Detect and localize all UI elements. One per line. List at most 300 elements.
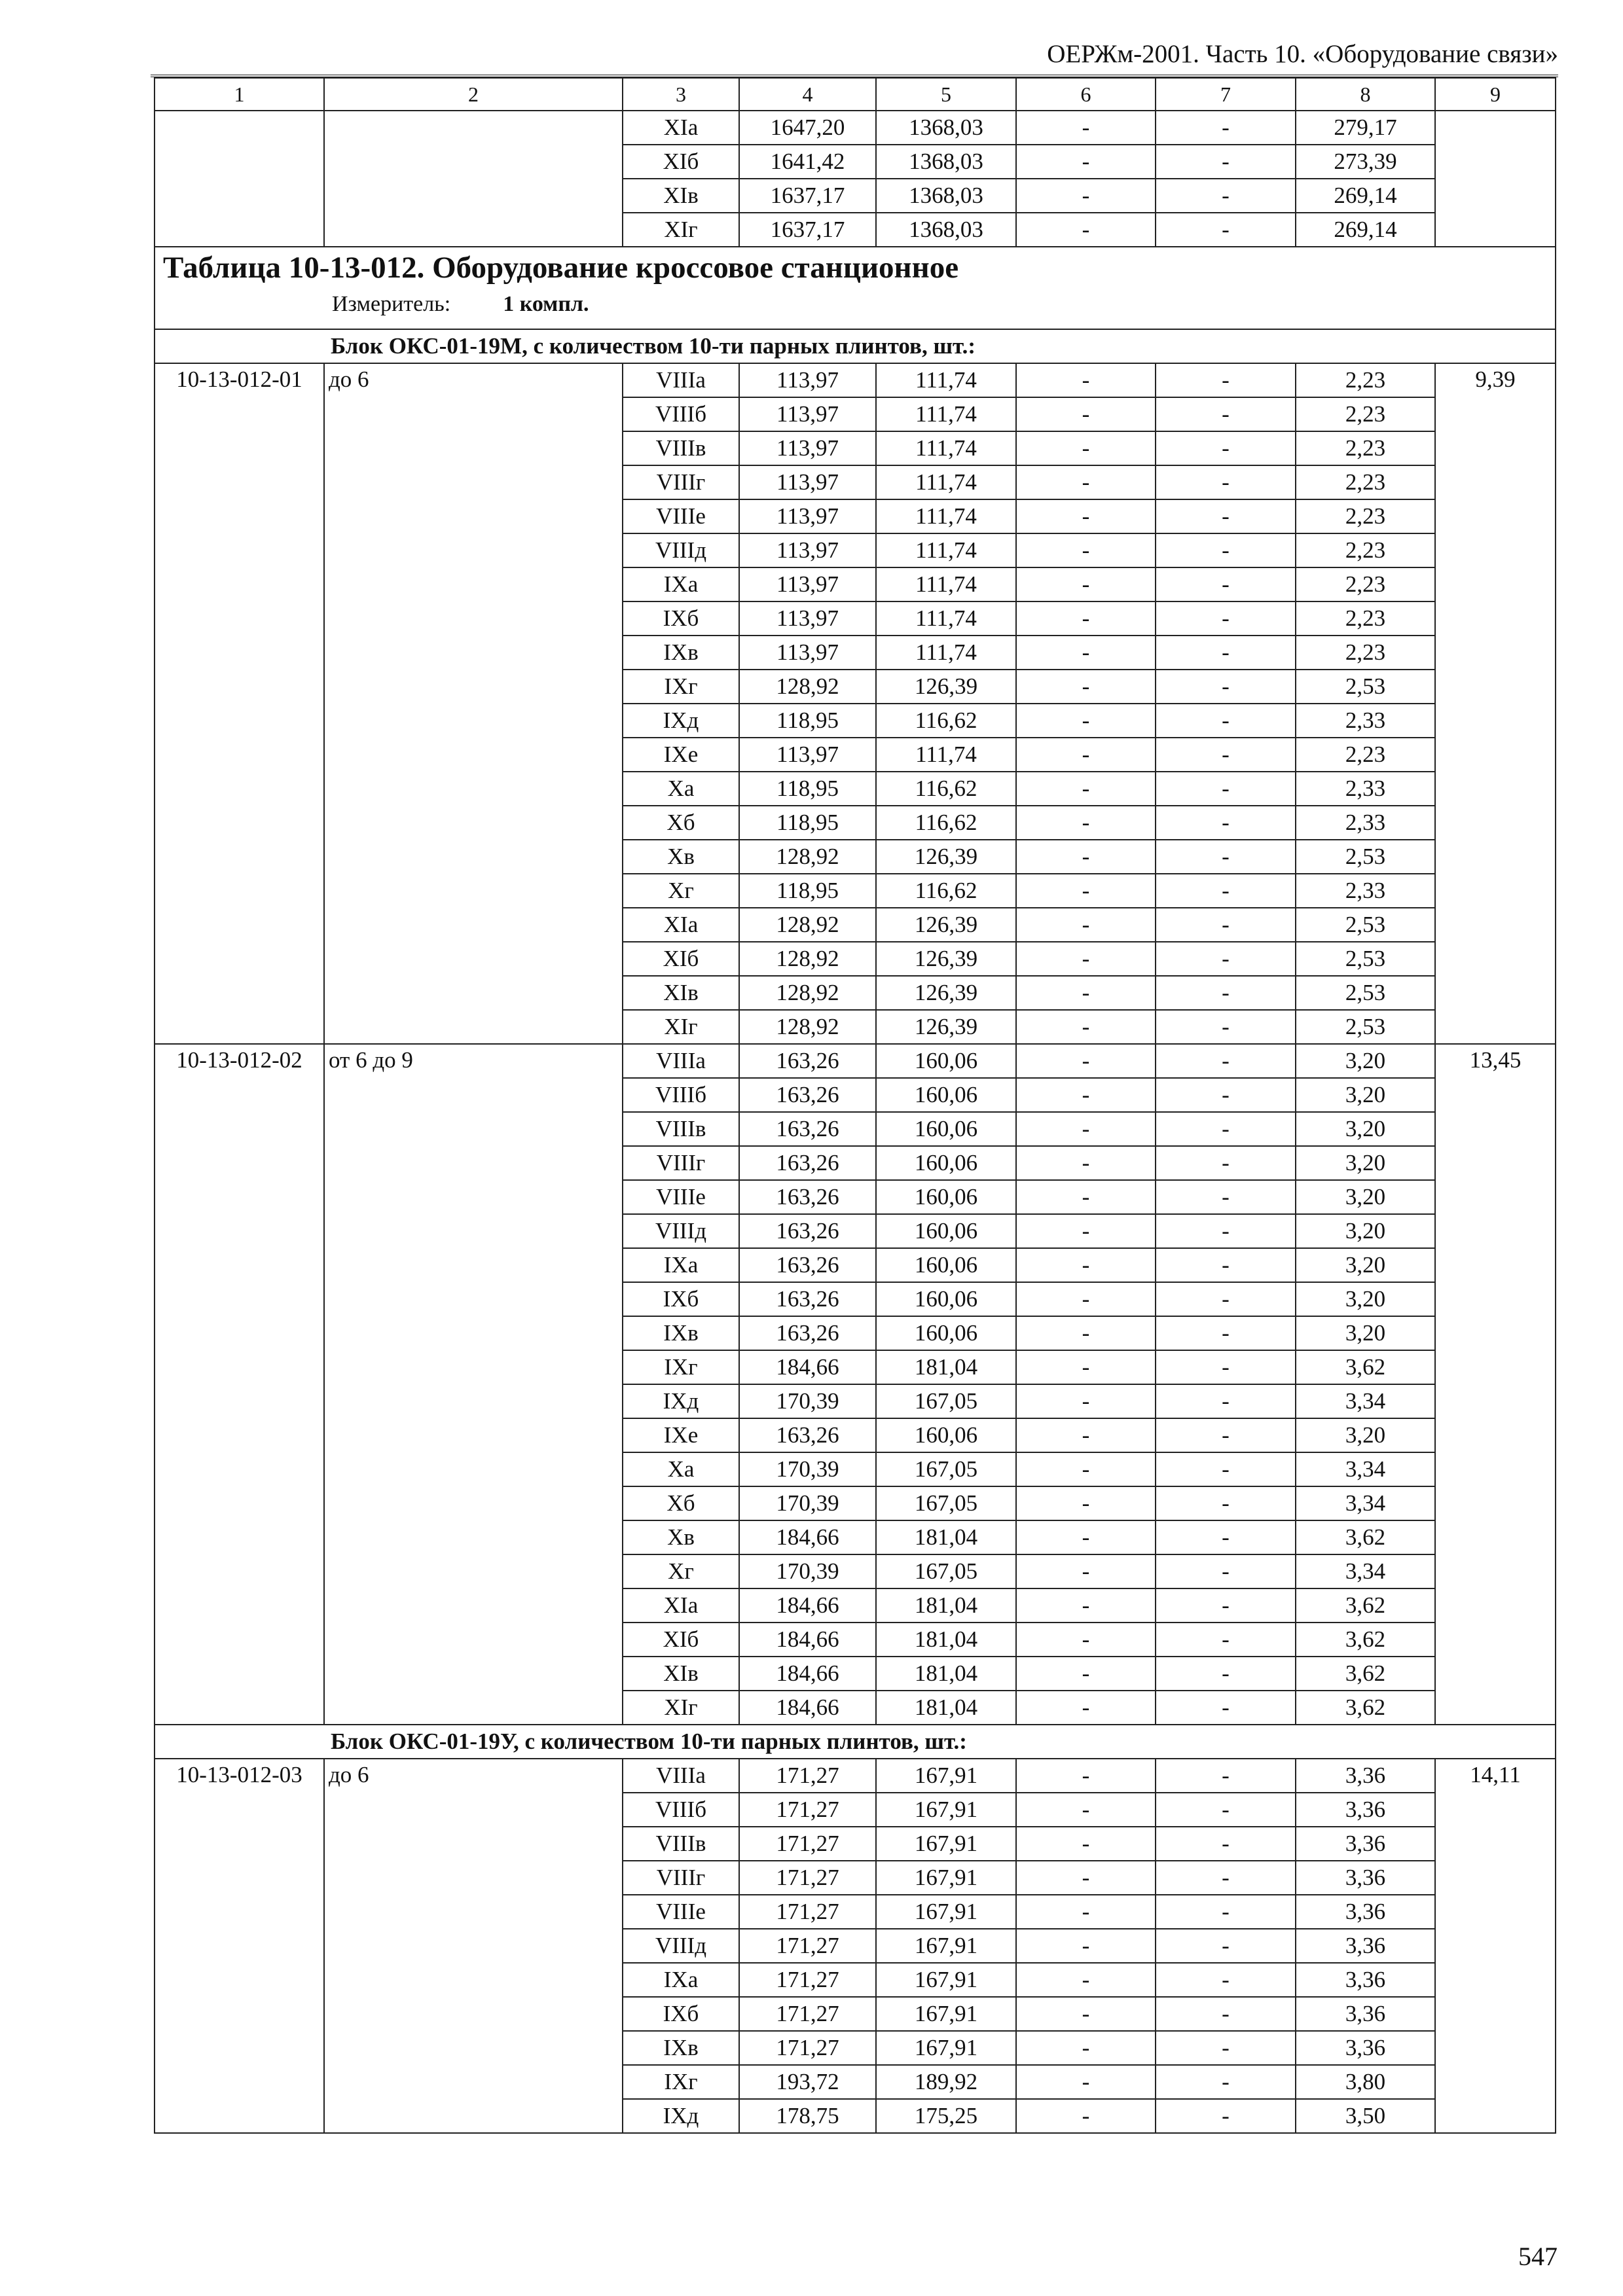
machines-cell: - [1016, 1384, 1156, 1418]
materials-cell: 269,14 [1296, 179, 1435, 213]
code-cell [155, 111, 324, 247]
drivers-wages-cell: - [1156, 806, 1296, 840]
zone-cell: Xг [623, 1554, 739, 1588]
wages-cell: 167,91 [876, 1963, 1016, 1997]
zone-cell: Xг [623, 874, 739, 908]
materials-cell: 2,53 [1296, 670, 1435, 704]
materials-cell: 3,36 [1296, 1827, 1435, 1861]
table-body [155, 78, 1556, 2133]
materials-cell: 3,34 [1296, 1452, 1435, 1486]
zone-cell: IXа [623, 1963, 739, 1997]
drivers-wages-cell: - [1156, 840, 1296, 874]
wages-cell: 111,74 [876, 533, 1016, 567]
zone-cell: IXе [623, 1418, 739, 1452]
column-number: 1 [155, 78, 324, 111]
drivers-wages-cell: - [1156, 738, 1296, 772]
drivers-wages-cell: - [1156, 1520, 1296, 1554]
zone-cell: Xб [623, 806, 739, 840]
total-cost-cell: 184,66 [739, 1520, 876, 1554]
wages-cell: 111,74 [876, 465, 1016, 499]
total-cost-cell: 118,95 [739, 772, 876, 806]
drivers-wages-cell: - [1156, 145, 1296, 179]
total-cost-cell: 128,92 [739, 976, 876, 1010]
section-heading: Блок ОКС-01-19М, с количеством 10-ти парных плинтов, шт.: [155, 329, 1556, 363]
drivers-wages-cell: - [1156, 1759, 1296, 1793]
wages-cell: 126,39 [876, 1010, 1016, 1044]
total-cost-cell: 178,75 [739, 2099, 876, 2133]
col9-value: 14,11 [1435, 1759, 1556, 2133]
drivers-wages-cell: - [1156, 1316, 1296, 1350]
wages-cell: 167,91 [876, 1997, 1016, 2031]
drivers-wages-cell: - [1156, 2099, 1296, 2133]
zone-cell: IXб [623, 1282, 739, 1316]
zone-cell: IXа [623, 567, 739, 601]
drivers-wages-cell: - [1156, 942, 1296, 976]
total-cost-cell: 113,97 [739, 738, 876, 772]
running-title: ОЕРЖм-2001. Часть 10. «Оборудование связи» [1047, 40, 1558, 68]
zone-cell: XIа [623, 908, 739, 942]
column-number-row [155, 78, 1556, 111]
table-title-row [155, 247, 1556, 329]
drivers-wages-cell: - [1156, 1452, 1296, 1486]
column-number: 4 [739, 78, 876, 111]
total-cost-cell: 128,92 [739, 942, 876, 976]
total-cost-cell: 1637,17 [739, 179, 876, 213]
drivers-wages-cell: - [1156, 1554, 1296, 1588]
machines-cell: - [1016, 1929, 1156, 1963]
wages-cell: 116,62 [876, 874, 1016, 908]
machines-cell: - [1016, 397, 1156, 431]
zone-cell: XIг [623, 1010, 739, 1044]
machines-cell: - [1016, 1316, 1156, 1350]
zone-cell: Xа [623, 1452, 739, 1486]
column-number: 2 [324, 78, 623, 111]
materials-cell: 279,17 [1296, 111, 1435, 145]
materials-cell: 2,23 [1296, 363, 1435, 397]
machines-cell: - [1016, 1452, 1156, 1486]
drivers-wages-cell: - [1156, 533, 1296, 567]
machines-cell: - [1016, 738, 1156, 772]
zone-cell: Xа [623, 772, 739, 806]
zone-cell: IXб [623, 1997, 739, 2031]
total-cost-cell: 1641,42 [739, 145, 876, 179]
wages-cell: 160,06 [876, 1282, 1016, 1316]
drivers-wages-cell: - [1156, 1350, 1296, 1384]
total-cost-cell: 170,39 [739, 1554, 876, 1588]
total-cost-cell: 171,27 [739, 1861, 876, 1895]
machines-cell: - [1016, 1044, 1156, 1078]
col9-value: 9,39 [1435, 363, 1556, 1044]
machines-cell: - [1016, 533, 1156, 567]
zone-cell: XIб [623, 942, 739, 976]
machines-cell: - [1016, 465, 1156, 499]
materials-cell: 3,62 [1296, 1623, 1435, 1657]
machines-cell: - [1016, 1861, 1156, 1895]
section-heading-row [155, 329, 1556, 363]
wages-cell: 160,06 [876, 1248, 1016, 1282]
machines-cell: - [1016, 1623, 1156, 1657]
drivers-wages-cell: - [1156, 1691, 1296, 1725]
zone-cell: IXд [623, 1384, 739, 1418]
machines-cell: - [1016, 1146, 1156, 1180]
drivers-wages-cell: - [1156, 670, 1296, 704]
zone-cell: XIб [623, 145, 739, 179]
total-cost-cell: 171,27 [739, 1793, 876, 1827]
zone-cell: XIа [623, 111, 739, 145]
zone-cell: XIв [623, 1657, 739, 1691]
machines-cell: - [1016, 942, 1156, 976]
total-cost-cell: 184,66 [739, 1691, 876, 1725]
zone-cell: VIIIг [623, 465, 739, 499]
unit-value: 1 компл. [503, 292, 589, 316]
zone-cell: XIа [623, 1588, 739, 1623]
total-cost-cell: 171,27 [739, 2031, 876, 2065]
wages-cell: 181,04 [876, 1623, 1016, 1657]
rate-description: до 6 [324, 1759, 623, 2133]
total-cost-cell: 113,97 [739, 499, 876, 533]
zone-cell: VIIIв [623, 1827, 739, 1861]
wages-cell: 116,62 [876, 806, 1016, 840]
total-cost-cell: 171,27 [739, 1929, 876, 1963]
page-number: 547 [1518, 2242, 1558, 2271]
rates-table [154, 77, 1556, 2134]
materials-cell: 3,34 [1296, 1554, 1435, 1588]
wages-cell: 181,04 [876, 1657, 1016, 1691]
zone-cell: VIIIг [623, 1861, 739, 1895]
drivers-wages-cell: - [1156, 1146, 1296, 1180]
drivers-wages-cell: - [1156, 1623, 1296, 1657]
wages-cell: 116,62 [876, 704, 1016, 738]
total-cost-cell: 170,39 [739, 1384, 876, 1418]
materials-cell: 3,20 [1296, 1180, 1435, 1214]
machines-cell: - [1016, 499, 1156, 533]
zone-cell: Xв [623, 840, 739, 874]
drivers-wages-cell: - [1156, 1282, 1296, 1316]
wages-cell: 160,06 [876, 1214, 1016, 1248]
drivers-wages-cell: - [1156, 1180, 1296, 1214]
zone-cell: IXв [623, 636, 739, 670]
total-cost-cell: 170,39 [739, 1452, 876, 1486]
zone-cell: Xб [623, 1486, 739, 1520]
total-cost-cell: 163,26 [739, 1214, 876, 1248]
total-cost-cell: 163,26 [739, 1282, 876, 1316]
machines-cell: - [1016, 704, 1156, 738]
materials-cell: 2,33 [1296, 806, 1435, 840]
drivers-wages-cell: - [1156, 1214, 1296, 1248]
materials-cell: 2,53 [1296, 976, 1435, 1010]
wages-cell: 167,91 [876, 1929, 1016, 1963]
machines-cell: - [1016, 874, 1156, 908]
drivers-wages-cell: - [1156, 1112, 1296, 1146]
table-title: Таблица 10-13-012. Оборудование кроссовое станционное [163, 251, 959, 285]
machines-cell: - [1016, 1657, 1156, 1691]
zone-cell: VIIIв [623, 1112, 739, 1146]
materials-cell: 3,34 [1296, 1384, 1435, 1418]
wages-cell: 167,05 [876, 1554, 1016, 1588]
rate-code: 10-13-012-01 [155, 363, 324, 1044]
machines-cell: - [1016, 179, 1156, 213]
zone-cell: VIIIа [623, 1759, 739, 1793]
machines-cell: - [1016, 908, 1156, 942]
machines-cell: - [1016, 2099, 1156, 2133]
zone-cell: XIв [623, 179, 739, 213]
drivers-wages-cell: - [1156, 1793, 1296, 1827]
wages-cell: 167,91 [876, 1895, 1016, 1929]
wages-cell: 126,39 [876, 840, 1016, 874]
wages-cell: 175,25 [876, 2099, 1016, 2133]
total-cost-cell: 184,66 [739, 1588, 876, 1623]
materials-cell: 3,20 [1296, 1146, 1435, 1180]
machines-cell: - [1016, 363, 1156, 397]
machines-cell: - [1016, 601, 1156, 636]
materials-cell: 3,20 [1296, 1418, 1435, 1452]
total-cost-cell: 128,92 [739, 670, 876, 704]
total-cost-cell: 1647,20 [739, 111, 876, 145]
drivers-wages-cell: - [1156, 431, 1296, 465]
zone-cell: VIIIв [623, 431, 739, 465]
materials-cell: 2,23 [1296, 533, 1435, 567]
materials-cell: 3,62 [1296, 1588, 1435, 1623]
machines-cell: - [1016, 1248, 1156, 1282]
wages-cell: 167,91 [876, 1793, 1016, 1827]
materials-cell: 3,62 [1296, 1691, 1435, 1725]
zone-cell: VIIIе [623, 1180, 739, 1214]
wages-cell: 111,74 [876, 738, 1016, 772]
machines-cell: - [1016, 431, 1156, 465]
total-cost-cell: 113,97 [739, 601, 876, 636]
wages-cell: 160,06 [876, 1078, 1016, 1112]
wages-cell: 160,06 [876, 1316, 1016, 1350]
column-number: 6 [1016, 78, 1156, 111]
materials-cell: 2,23 [1296, 567, 1435, 601]
materials-cell: 3,62 [1296, 1657, 1435, 1691]
materials-cell: 3,20 [1296, 1316, 1435, 1350]
materials-cell: 269,14 [1296, 213, 1435, 247]
drivers-wages-cell: - [1156, 1418, 1296, 1452]
materials-cell: 2,53 [1296, 840, 1435, 874]
materials-cell: 3,20 [1296, 1078, 1435, 1112]
wages-cell: 167,05 [876, 1452, 1016, 1486]
machines-cell: - [1016, 1282, 1156, 1316]
total-cost-cell: 118,95 [739, 874, 876, 908]
materials-cell: 273,39 [1296, 145, 1435, 179]
materials-cell: 3,62 [1296, 1520, 1435, 1554]
zone-cell: IXа [623, 1248, 739, 1282]
materials-cell: 2,33 [1296, 772, 1435, 806]
materials-cell: 3,20 [1296, 1112, 1435, 1146]
column-number: 7 [1156, 78, 1296, 111]
materials-cell: 3,80 [1296, 2065, 1435, 2099]
wages-cell: 167,91 [876, 1861, 1016, 1895]
drivers-wages-cell: - [1156, 363, 1296, 397]
machines-cell: - [1016, 636, 1156, 670]
table-row [155, 1044, 1556, 1078]
machines-cell: - [1016, 2031, 1156, 2065]
drivers-wages-cell: - [1156, 874, 1296, 908]
running-header [151, 34, 1558, 77]
total-cost-cell: 163,26 [739, 1248, 876, 1282]
machines-cell: - [1016, 1350, 1156, 1384]
materials-cell: 3,62 [1296, 1350, 1435, 1384]
drivers-wages-cell: - [1156, 1486, 1296, 1520]
unit-line [163, 288, 1551, 321]
drivers-wages-cell: - [1156, 772, 1296, 806]
wages-cell: 160,06 [876, 1112, 1016, 1146]
materials-cell: 2,33 [1296, 704, 1435, 738]
table-row [155, 363, 1556, 397]
machines-cell: - [1016, 1112, 1156, 1146]
materials-cell: 2,53 [1296, 1010, 1435, 1044]
zone-cell: IXг [623, 2065, 739, 2099]
total-cost-cell: 113,97 [739, 465, 876, 499]
drivers-wages-cell: - [1156, 1861, 1296, 1895]
materials-cell: 3,36 [1296, 1997, 1435, 2031]
drivers-wages-cell: - [1156, 2065, 1296, 2099]
wages-cell: 111,74 [876, 636, 1016, 670]
total-cost-cell: 171,27 [739, 1895, 876, 1929]
drivers-wages-cell: - [1156, 397, 1296, 431]
zone-cell: IXд [623, 2099, 739, 2133]
machines-cell: - [1016, 1520, 1156, 1554]
total-cost-cell: 171,27 [739, 1963, 876, 1997]
column-number: 3 [623, 78, 739, 111]
zone-cell: VIIIд [623, 533, 739, 567]
total-cost-cell: 171,27 [739, 1997, 876, 2031]
machines-cell: - [1016, 1759, 1156, 1793]
materials-cell: 3,36 [1296, 1759, 1435, 1793]
total-cost-cell: 128,92 [739, 840, 876, 874]
drivers-wages-cell: - [1156, 1895, 1296, 1929]
table-title-cell [155, 247, 1556, 329]
total-cost-cell: 113,97 [739, 636, 876, 670]
materials-cell: 2,33 [1296, 874, 1435, 908]
zone-cell: IXв [623, 1316, 739, 1350]
wages-cell: 181,04 [876, 1588, 1016, 1623]
col9-cell [1435, 111, 1556, 247]
zone-cell: VIIIб [623, 397, 739, 431]
drivers-wages-cell: - [1156, 1963, 1296, 1997]
drivers-wages-cell: - [1156, 704, 1296, 738]
desc-cell [324, 111, 623, 247]
total-cost-cell: 113,97 [739, 533, 876, 567]
materials-cell: 3,50 [1296, 2099, 1435, 2133]
drivers-wages-cell: - [1156, 1248, 1296, 1282]
drivers-wages-cell: - [1156, 465, 1296, 499]
machines-cell: - [1016, 976, 1156, 1010]
zone-cell: IXг [623, 670, 739, 704]
zone-cell: XIб [623, 1623, 739, 1657]
machines-cell: - [1016, 1963, 1156, 1997]
materials-cell: 2,23 [1296, 397, 1435, 431]
wages-cell: 181,04 [876, 1691, 1016, 1725]
total-cost-cell: 163,26 [739, 1112, 876, 1146]
wages-cell: 126,39 [876, 908, 1016, 942]
column-number: 5 [876, 78, 1016, 111]
zone-cell: VIIIг [623, 1146, 739, 1180]
machines-cell: - [1016, 213, 1156, 247]
drivers-wages-cell: - [1156, 1044, 1296, 1078]
table-row [155, 1759, 1556, 1793]
wages-cell: 160,06 [876, 1418, 1016, 1452]
zone-cell: VIIIа [623, 363, 739, 397]
materials-cell: 3,20 [1296, 1248, 1435, 1282]
wages-cell: 1368,03 [876, 213, 1016, 247]
materials-cell: 3,36 [1296, 1861, 1435, 1895]
drivers-wages-cell: - [1156, 1929, 1296, 1963]
materials-cell: 2,53 [1296, 942, 1435, 976]
materials-cell: 2,23 [1296, 601, 1435, 636]
wages-cell: 160,06 [876, 1146, 1016, 1180]
machines-cell: - [1016, 840, 1156, 874]
drivers-wages-cell: - [1156, 1384, 1296, 1418]
zone-cell: VIIIб [623, 1793, 739, 1827]
machines-cell: - [1016, 1486, 1156, 1520]
machines-cell: - [1016, 1691, 1156, 1725]
machines-cell: - [1016, 1997, 1156, 2031]
total-cost-cell: 128,92 [739, 1010, 876, 1044]
drivers-wages-cell: - [1156, 1078, 1296, 1112]
column-number: 9 [1435, 78, 1556, 111]
drivers-wages-cell: - [1156, 1010, 1296, 1044]
unit-label: Измеритель: [332, 292, 451, 316]
total-cost-cell: 184,66 [739, 1350, 876, 1384]
machines-cell: - [1016, 1010, 1156, 1044]
wages-cell: 1368,03 [876, 179, 1016, 213]
total-cost-cell: 118,95 [739, 806, 876, 840]
wages-cell: 160,06 [876, 1044, 1016, 1078]
drivers-wages-cell: - [1156, 1827, 1296, 1861]
wages-cell: 1368,03 [876, 145, 1016, 179]
zone-cell: XIг [623, 213, 739, 247]
zone-cell: VIIIб [623, 1078, 739, 1112]
rate-description: от 6 до 9 [324, 1044, 623, 1725]
zone-cell: IXб [623, 601, 739, 636]
drivers-wages-cell: - [1156, 1588, 1296, 1623]
machines-cell: - [1016, 1793, 1156, 1827]
rate-code: 10-13-012-02 [155, 1044, 324, 1725]
wages-cell: 181,04 [876, 1350, 1016, 1384]
wages-cell: 167,91 [876, 1759, 1016, 1793]
machines-cell: - [1016, 1554, 1156, 1588]
materials-cell: 3,20 [1296, 1214, 1435, 1248]
materials-cell: 2,23 [1296, 431, 1435, 465]
machines-cell: - [1016, 1214, 1156, 1248]
drivers-wages-cell: - [1156, 976, 1296, 1010]
wages-cell: 189,92 [876, 2065, 1016, 2099]
section-heading: Блок ОКС-01-19У, с количеством 10-ти парных плинтов, шт.: [155, 1725, 1556, 1759]
wages-cell: 167,91 [876, 2031, 1016, 2065]
total-cost-cell: 193,72 [739, 2065, 876, 2099]
zone-cell: XIв [623, 976, 739, 1010]
machines-cell: - [1016, 567, 1156, 601]
total-cost-cell: 118,95 [739, 704, 876, 738]
zone-cell: IXе [623, 738, 739, 772]
materials-cell: 2,23 [1296, 738, 1435, 772]
section-heading-row [155, 1725, 1556, 1759]
machines-cell: - [1016, 1827, 1156, 1861]
machines-cell: - [1016, 1895, 1156, 1929]
wages-cell: 111,74 [876, 431, 1016, 465]
total-cost-cell: 1637,17 [739, 213, 876, 247]
materials-cell: 3,20 [1296, 1282, 1435, 1316]
materials-cell: 3,20 [1296, 1044, 1435, 1078]
total-cost-cell: 171,27 [739, 1827, 876, 1861]
total-cost-cell: 163,26 [739, 1078, 876, 1112]
drivers-wages-cell: - [1156, 213, 1296, 247]
machines-cell: - [1016, 111, 1156, 145]
machines-cell: - [1016, 145, 1156, 179]
wages-cell: 111,74 [876, 601, 1016, 636]
